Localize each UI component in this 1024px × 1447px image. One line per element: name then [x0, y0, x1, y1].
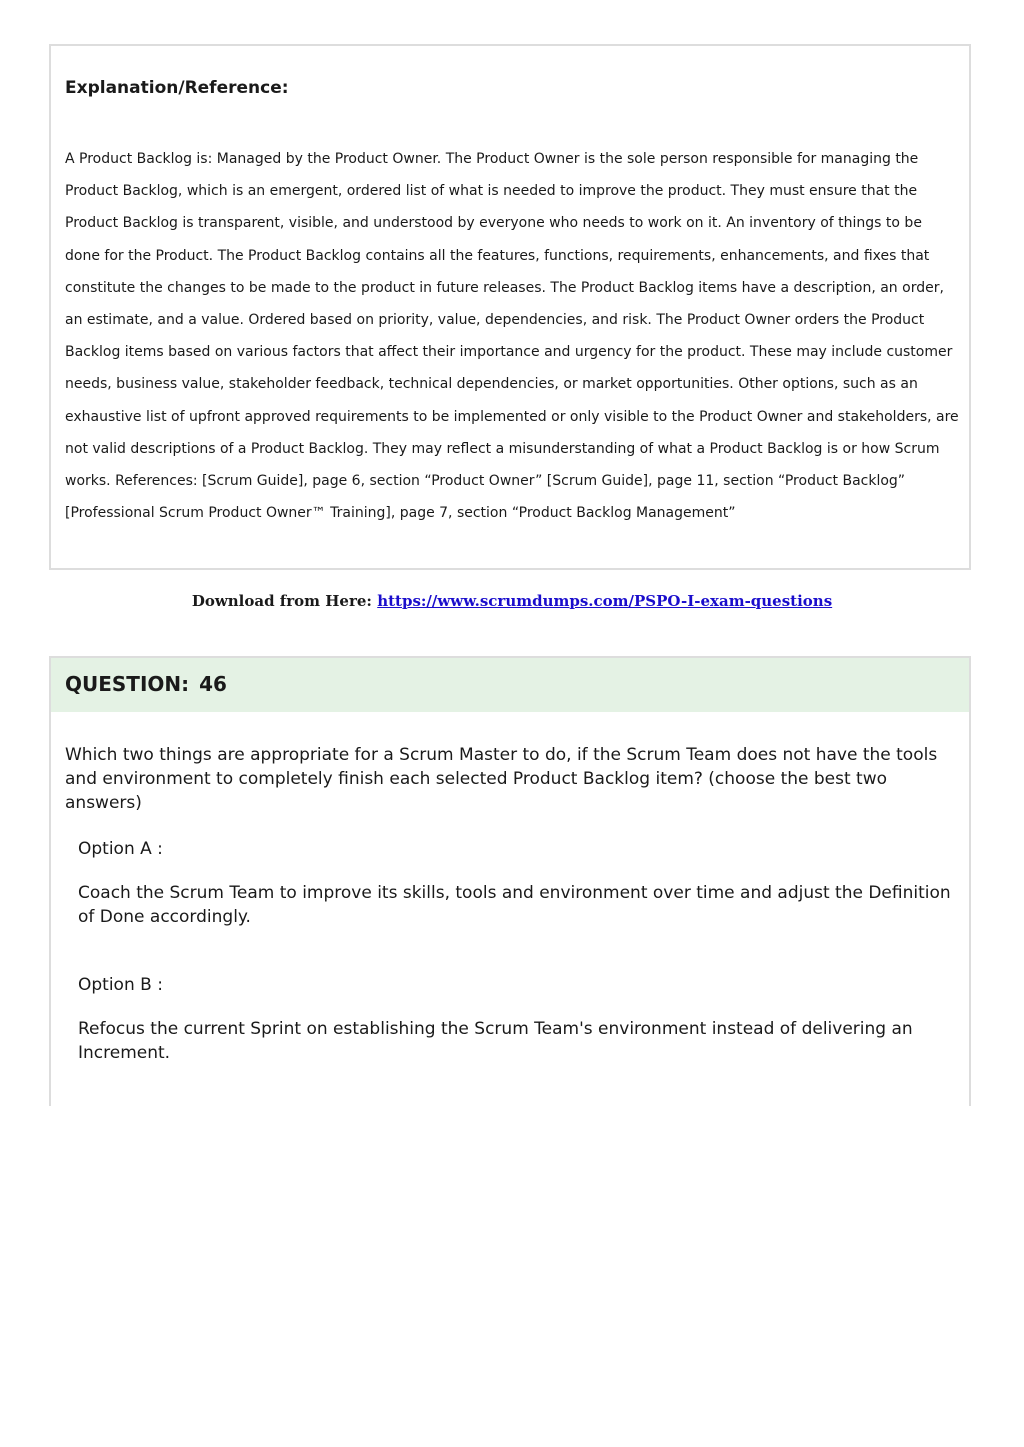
option-a-label: Option A : — [78, 839, 163, 859]
question-panel — [49, 656, 971, 1106]
option-b-text: Refocus the current Sprint on establishing the Scrum Team's environment instead of delivering an Increment. — [78, 1019, 913, 1063]
question-header — [51, 658, 969, 712]
download-label: Download from Here: — [191, 592, 372, 610]
explanation-body: A Product Backlog is: Managed by the Product Owner. The Product Owner is the sole person responsible for managing the Product Backlog, which is an emergent, ordered list of what is needed to improve the product. They must ensure that the Product Backlog is transparent, visible, and understood by everyone who needs to work on it. An inventory of things to be done for the Product. The Product Backlog contains all the features, functions, requirements, enhancements, and fixes that constitute the changes to be made to the product in future releases. The Product Backlog items have a description, an order, an estimate, and a value. Ordered based on priority, value, dependencies, and risk. The Product Owner orders the Product Backlog items based on various factors that affect their importance and urgency for the product. These may include customer needs, business value, stakeholder feedback, technical dependencies, or market opportunities. Other options, such as an exhaustive list of upfront approved requirements to be implemented or only visible to the Product Owner and stakeholders, are not valid descriptions of a Product Backlog. They may reflect a misunderstanding of what a Product Backlog is or how Scrum works. References: [Scrum Guide], page 6, section “Product Owner” [Scrum Guide], page 11, section “Product Backlog” [Professional Scrum Product Owner™ Training], page 7, section “Product Backlog Management” — [65, 151, 959, 522]
download-line — [0, 592, 1024, 610]
question-title: QUESTION: 46 — [65, 672, 227, 696]
question-text: Which two things are appropriate for a Scrum Master to do, if the Scrum Team does not have the tools and environment to completely finish each selected Product Backlog item? (choose the best two answers) — [65, 745, 938, 813]
option-b-label: Option B : — [78, 975, 163, 995]
download-link[interactable]: https://www.scrumdumps.com/PSPO-I-exam-questions — [377, 592, 833, 610]
explanation-panel — [49, 44, 971, 570]
option-a-text: Coach the Scrum Team to improve its skills, tools and environment over time and adjust the Definition of Done accordingly. — [78, 883, 951, 927]
explanation-title: Explanation/Reference: — [65, 78, 289, 98]
